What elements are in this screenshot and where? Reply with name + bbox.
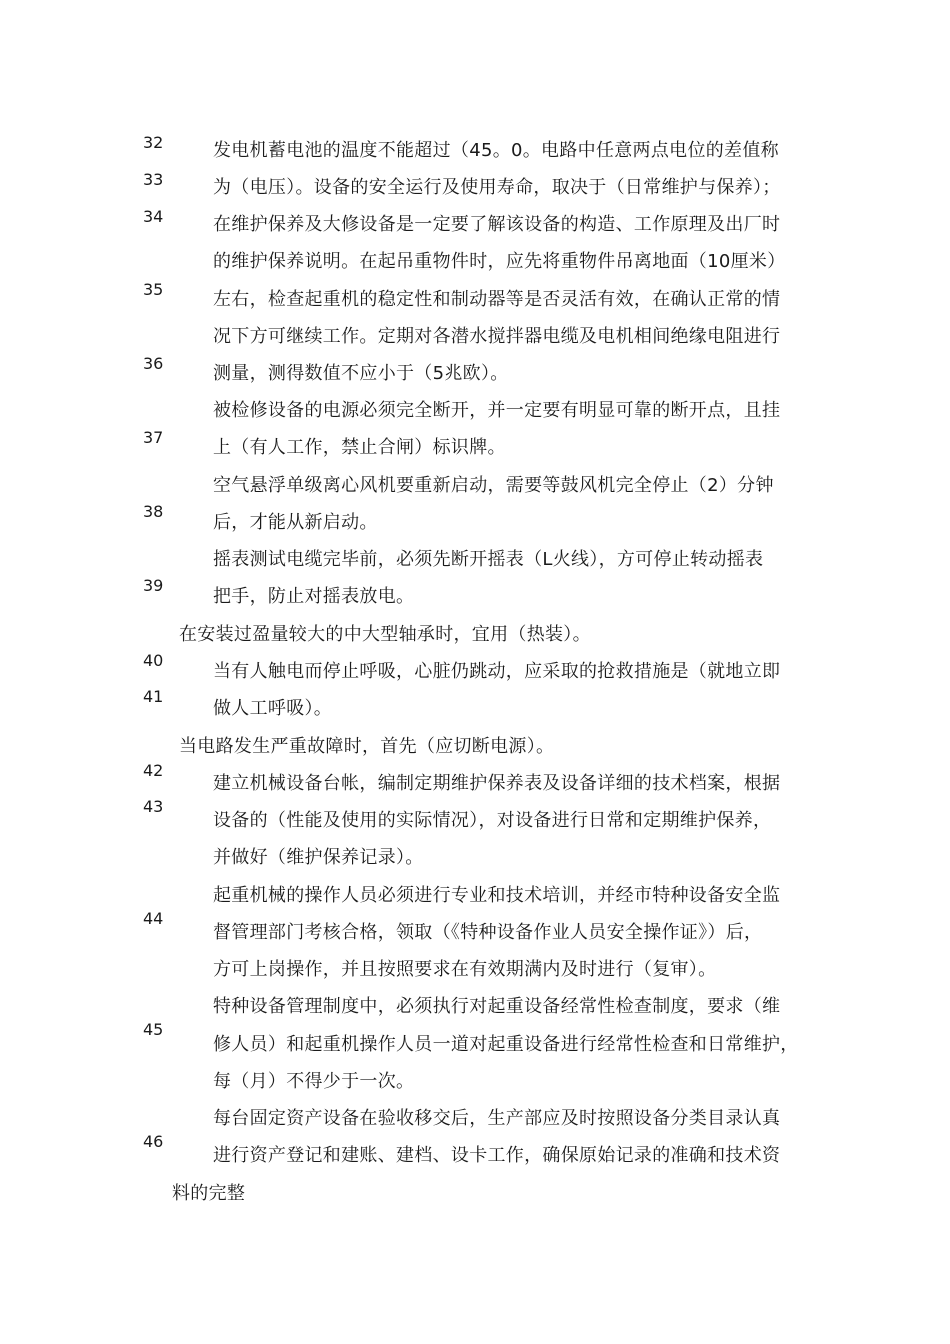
text-line: 为（电压）。设备的安全运行及使用寿命，取决于（日常维护与保养）； (213, 177, 781, 198)
line-number: 45 (143, 1020, 164, 1039)
line-number: 37 (143, 428, 164, 447)
text-line: 发电机蓄电池的温度不能超过（45。0。电路中任意两点电位的差值称 (213, 140, 779, 161)
text-line: 在维护保养及大修设备是一定要了解该设备的构造、工作原理及出厂时 (213, 214, 781, 235)
text-line: 的维护保养说明。在起吊重物件时，应先将重物件吊离地面（10厘米） (213, 251, 786, 272)
text-line: 每台固定资产设备在验收移交后，生产部应及时按照设备分类目录认真 (213, 1108, 781, 1129)
text-line: 每（月）不得少于一次。 (213, 1071, 415, 1092)
line-number: 42 (143, 761, 164, 780)
text-line: 设备的（性能及使用的实际情况），对设备进行日常和定期维护保养， (213, 810, 772, 831)
text-line: 上（有人工作，禁止合闸）标识牌。 (213, 437, 506, 458)
line-number: 46 (143, 1132, 164, 1151)
line-number: 40 (143, 651, 164, 670)
line-number: 32 (143, 133, 164, 152)
text-line: 当有人触电而停止呼吸，心脏仍跳动，应采取的抢救措施是（就地立即 (213, 661, 781, 682)
text-line: 摇表测试电缆完毕前，必须先断开摇表（L火线），方可停止转动摇表 (213, 549, 764, 570)
line-number: 38 (143, 502, 164, 521)
line-number: 39 (143, 576, 164, 595)
line-number: 33 (143, 170, 164, 189)
line-number: 43 (143, 797, 164, 816)
text-line: 测量，测得数值不应小于（5兆欧）。 (213, 363, 509, 384)
line-number: 35 (143, 280, 164, 299)
text-line: 特种设备管理制度中，必须执行对起重设备经常性检查制度，要求（维 (213, 996, 781, 1017)
text-line: 料的完整 (172, 1183, 246, 1204)
line-number: 41 (143, 687, 164, 706)
text-line: 况下方可继续工作。定期对各潜水搅拌器电缆及电机相间绝缘电阻进行 (213, 326, 781, 347)
text-line: 后，才能从新启动。 (213, 512, 378, 533)
line-number: 34 (143, 207, 164, 226)
text-line: 起重机械的操作人员必须进行专业和技术培训，并经市特种设备安全监 (213, 885, 781, 906)
text-line: 把手，防止对摇表放电。 (213, 586, 415, 607)
text-line: 左右，检查起重机的稳定性和制动器等是否灵活有效，在确认正常的情 (213, 289, 781, 310)
text-line: 督管理部门考核合格，领取（《特种设备作业人员安全操作证》）后， (213, 922, 763, 943)
text-line: 空气悬浮单级离心风机要重新启动，需要等鼓风机完全停止（2）分钟 (213, 475, 774, 496)
text-line: 做人工呼吸）。 (213, 698, 333, 719)
text-line: 方可上岗操作，并且按照要求在有效期满内及时进行（复审）。 (213, 959, 717, 980)
line-number: 36 (143, 354, 164, 373)
text-line: 并做好（维护保养记录）。 (213, 847, 424, 868)
text-line: 被检修设备的电源必须完全断开，并一定要有明显可靠的断开点，且挂 (213, 400, 781, 421)
text-line: 修人员）和起重机操作人员一道对起重设备进行经常性检查和日常维护， (213, 1034, 799, 1055)
text-line: 进行资产登记和建账、建档、设卡工作，确保原始记录的准确和技术资 (213, 1145, 781, 1166)
text-line: 在安装过盈量较大的中大型轴承时，宜用（热装）。 (179, 624, 591, 645)
text-line: 当电路发生严重故障时，首先（应切断电源）。 (179, 736, 555, 757)
text-line: 建立机械设备台帐，编制定期维护保养表及设备详细的技术档案，根据 (213, 773, 781, 794)
line-number: 44 (143, 909, 164, 928)
